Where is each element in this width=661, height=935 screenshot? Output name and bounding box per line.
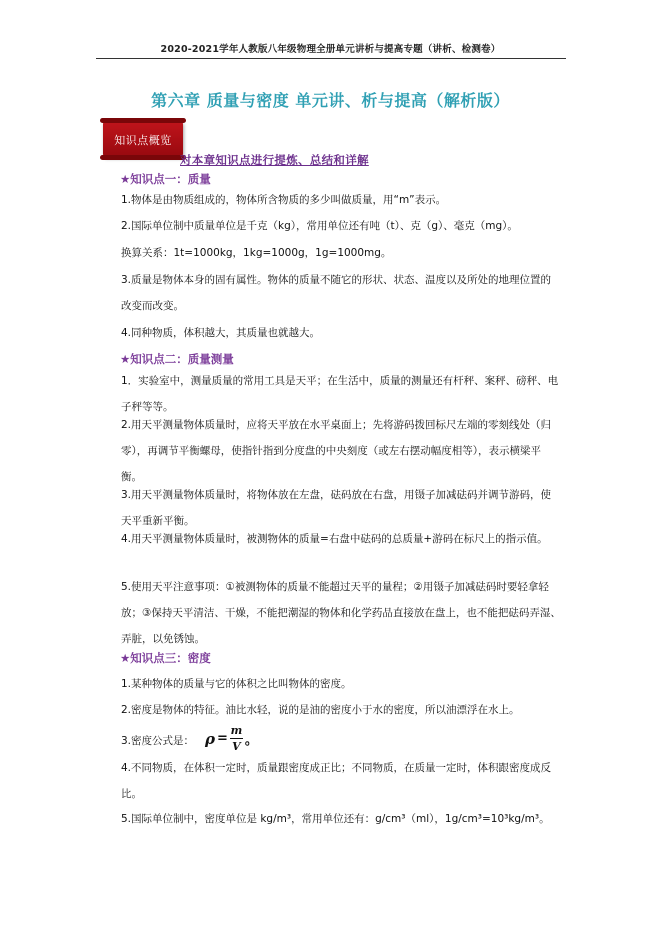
kp2-para-3: 3.用天平测量物体质量时，将物体放在左盘，砝码放在右盘，用镊子加减砝码并调节游码，使天平重新平衡。 [121,489,552,527]
formula-label: 3.密度公式是： [121,735,195,747]
page-header: 2020-2021学年人教版八年级物理全册单元讲析与提高专题（讲析、检测卷） [160,44,501,55]
kp1-para-2: 2.国际单位制中质量单位是千克（kg），常用单位还有吨（t）、克（g）、毫克（mg）。 [121,220,518,232]
kp1-para-4: 3.质量是物体本身的固有属性。物体的质量不随它的形状、状态、温度以及所处的地理位置的改变而改变。 [121,274,552,312]
fraction-bar [230,738,243,739]
formula-end: 。 [244,733,258,748]
kp2-para-1: 1．实验室中，测量质量的常用工具是天平；在生活中，质量的测量还有杆秤、案秤、磅秤、电子秤等等。 [121,375,559,413]
kp2-para-4: 4.用天平测量物体质量时，被测物体的质量=右盘中砝码的总质量+游码在标尺上的指示值。 [121,533,548,545]
density-formula [205,724,258,753]
formula-row [121,724,258,757]
kp1-heading: ★知识点一：质量 [120,172,211,186]
header-divider [96,58,566,59]
kp3-para-4: 4.不同物质，在体积一定时，质量跟密度成正比；不同物质，在质量一定时，体积跟密度成反比。 [121,762,552,800]
formula-equals: = [216,731,228,746]
kp3-heading: ★知识点三：密度 [120,651,211,665]
knowledge-banner [103,121,183,157]
kp3-para-5: 5.国际单位制中，密度单位是 kg/m³，常用单位还有：g/cm³（ml），1g/cm³=10³kg/m³。 [121,813,550,825]
section-subtitle: 对本章知识点进行提炼、总结和详解 [180,153,369,167]
formula-rho: ρ [205,729,215,748]
kp1-para-1: 1.物体是由物质组成的，物体所含物质的多少叫做质量，用“m”表示。 [121,194,447,206]
kp3-para-1: 1.某种物体的质量与它的体积之比叫物体的密度。 [121,678,352,690]
formula-fraction [230,724,243,753]
formula-denominator: V [232,740,241,753]
kp2-heading: ★知识点二：质量测量 [120,352,234,366]
kp2-para-5: 5.使用天平注意事项：①被测物体的质量不能超过天平的量程；②用镊子加减砝码时要轻拿轻放；③保持天平清洁、干燥，不能把潮湿的物体和化学药品直接放在盘上，也不能把砝码弄湿、弄脏，以免锈蚀。 [121,581,561,645]
banner-roll-top [100,118,186,123]
formula-numerator: m [230,724,243,737]
document-title: 第六章 质量与密度 单元讲、析与提高（解析版） [151,91,510,110]
kp1-para-3: 换算关系：1t=1000kg，1kg=1000g，1g=1000mg。 [121,247,392,259]
kp1-para-5: 4.同种物质，体积越大，其质量也就越大。 [121,327,321,339]
banner-label: 知识点概览 [114,134,172,147]
kp2-para-2: 2.用天平测量物体质量时，应将天平放在水平桌面上；先将游码拨回标尺左端的零刻线处（归零），再调节平衡螺母，使指针指到分度盘的中央刻度（或左右摆动幅度相等），表示横梁平衡。 [121,419,552,483]
banner-roll-bottom [100,155,186,160]
kp3-para-2: 2.密度是物体的特征。油比水轻，说的是油的密度小于水的密度，所以油漂浮在水上。 [121,704,520,716]
